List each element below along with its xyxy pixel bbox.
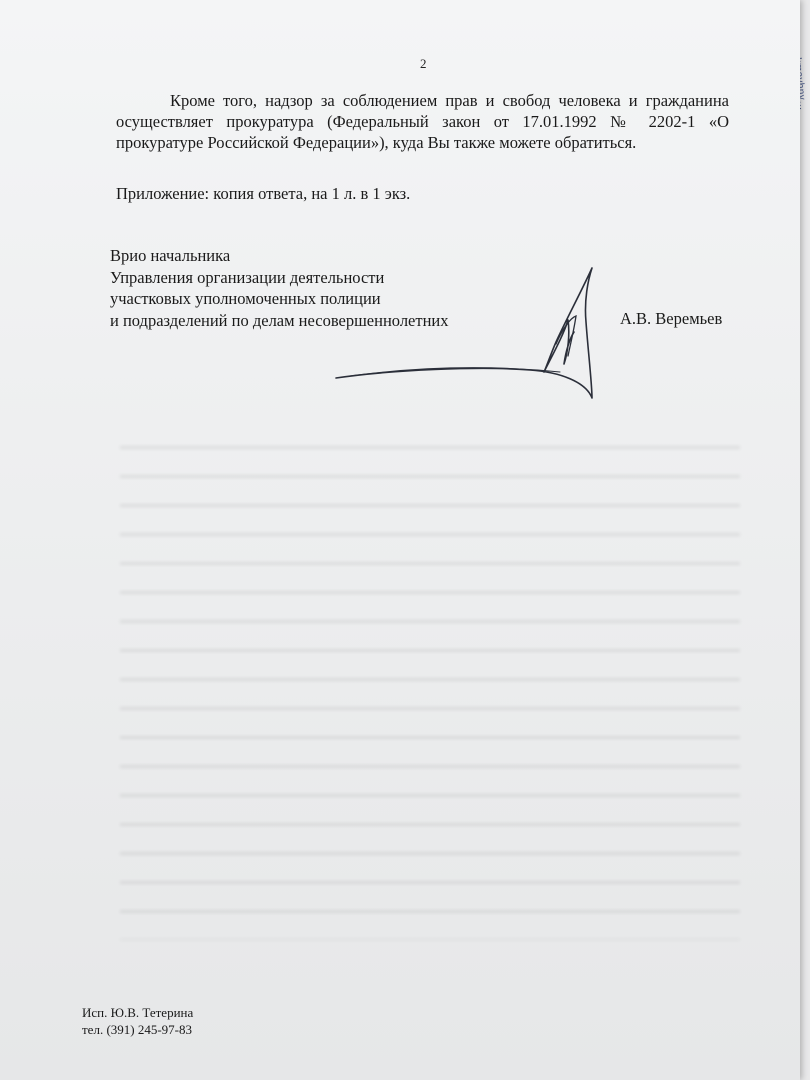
executor-block <box>82 1004 193 1038</box>
attachment-line: Приложение: копия ответа, на 1 л. в 1 экз. <box>116 184 411 203</box>
signatory-name: А.В. Веремьев <box>620 309 723 328</box>
page-number: 2 <box>420 56 427 71</box>
signatory-line: и подразделений по делам несовершеннолетних <box>110 310 449 330</box>
body-paragraph: Кроме того, надзор за соблюдением прав и свобод человека и гражданина осуществляет прокуратура (Федеральный закон от 17.01.1992 № 2202-1 «О прокуратуре Российской Федерации»), куда Вы также можете обратиться. <box>116 91 729 152</box>
signatory-line: Врио начальника <box>110 246 231 265</box>
signatory-line: участковых уполномоченных полиции <box>110 289 381 308</box>
executor-phone: тел. (391) 245-97-83 <box>82 1022 193 1037</box>
show-through-text <box>120 420 740 940</box>
handwritten-signature <box>330 260 620 410</box>
signatory-line: Управления организации деятельности <box>110 267 385 287</box>
executor-name: Исп. Ю.В. Тетерина <box>82 1005 194 1020</box>
